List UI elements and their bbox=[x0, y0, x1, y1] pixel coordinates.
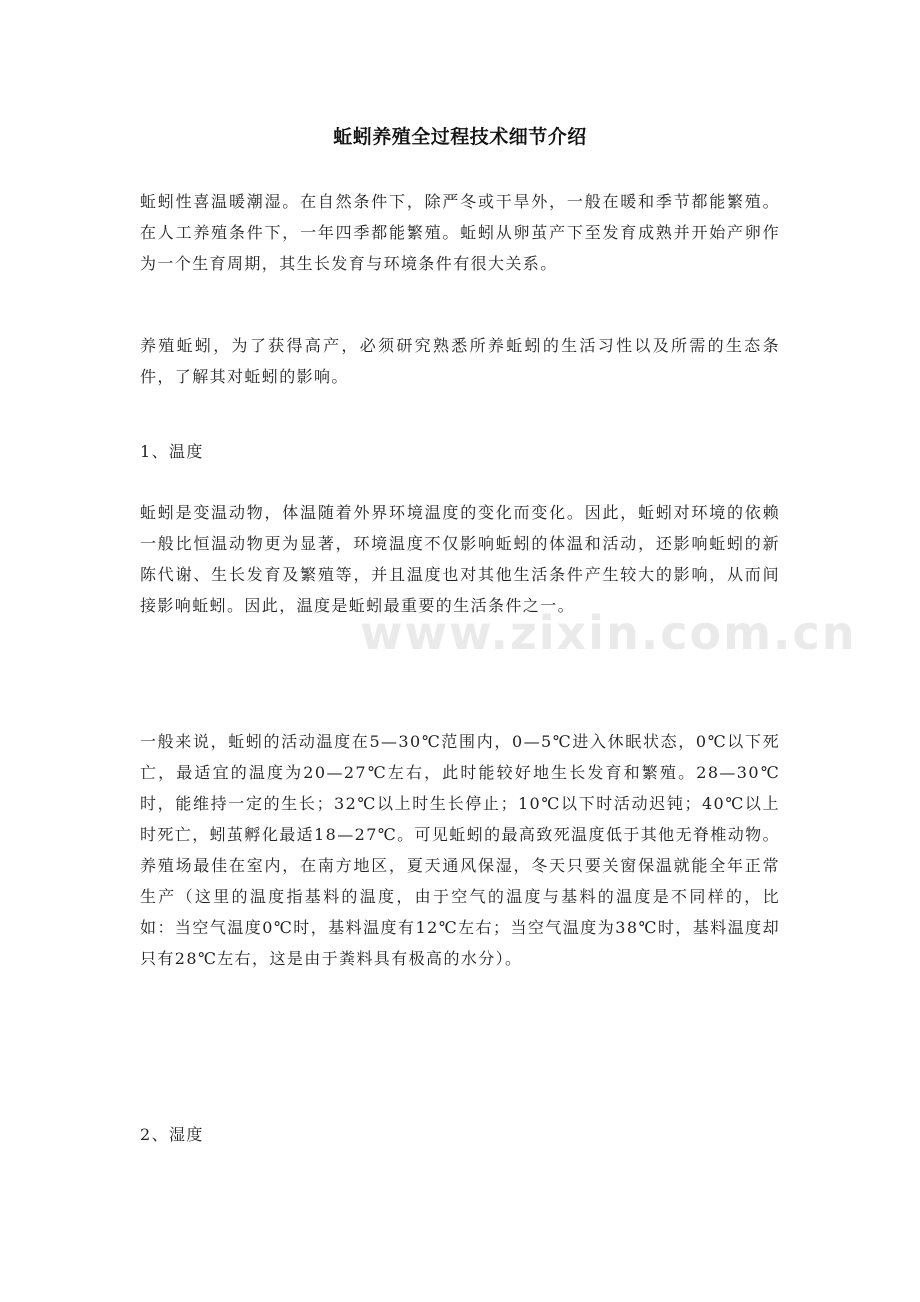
watermark-text: www.zixin.com.cn bbox=[360, 606, 857, 660]
document-title: 蚯蚓养殖全过程技术细节介绍 bbox=[333, 126, 587, 148]
section-heading-temperature: 1、温度 bbox=[140, 442, 204, 461]
temperature-paragraph-1: 蚯蚓是变温动物，体温随着外界环境温度的变化而变化。因此，蚯蚓对环境的依赖一般比恒温动物更为显著，环境温度不仅影响蚯蚓的体温和活动，还影响蚯蚓的新陈代谢、生长发育及繁殖等，并且温度也对其他生活条件产生较大的影响，从而间接影响蚯蚓。因此，温度是蚯蚓最重要的生活条件之一。 bbox=[140, 503, 780, 615]
intro-paragraph-1: 蚯蚓性喜温暖潮湿。在自然条件下，除严冬或干旱外，一般在暖和季节都能繁殖。在人工养殖条件下，一年四季都能繁殖。蚯蚓从卵茧产下至发育成熟并开始产卵作为一个生育周期，其生长发育与环境条件有很大关系。 bbox=[140, 192, 780, 273]
temperature-paragraph-2: 一般来说，蚯蚓的活动温度在5—30℃范围内，0—5℃进入休眠状态，0℃以下死亡，最适宜的温度为20—27℃左右，此时能较好地生长发育和繁殖。28—30℃时，能维持一定的生长；32℃以上时生长停止；10℃以下时活动迟钝；40℃以上时死亡，蚓茧孵化最适18—27℃。可见蚯蚓的最高致死温度低于其他无脊椎动物。养殖场最佳在室内，在南方地区，夏天通风保湿，冬天只要关窗保温就能全年正常生产（这里的温度指基料的温度，由于空气的温度与基料的温度是不同样的，比如：当空气温度0℃时，基料温度有12℃左右；当空气温度为38℃时，基料温度却只有28℃左右，这是由于粪料具有极高的水分）。 bbox=[140, 732, 780, 968]
intro-paragraph-2: 养殖蚯蚓，为了获得高产，必须研究熟悉所养蚯蚓的生活习性以及所需的生态条件，了解其对蚯蚓的影响。 bbox=[140, 336, 780, 386]
section-heading-humidity: 2、湿度 bbox=[140, 1125, 204, 1144]
